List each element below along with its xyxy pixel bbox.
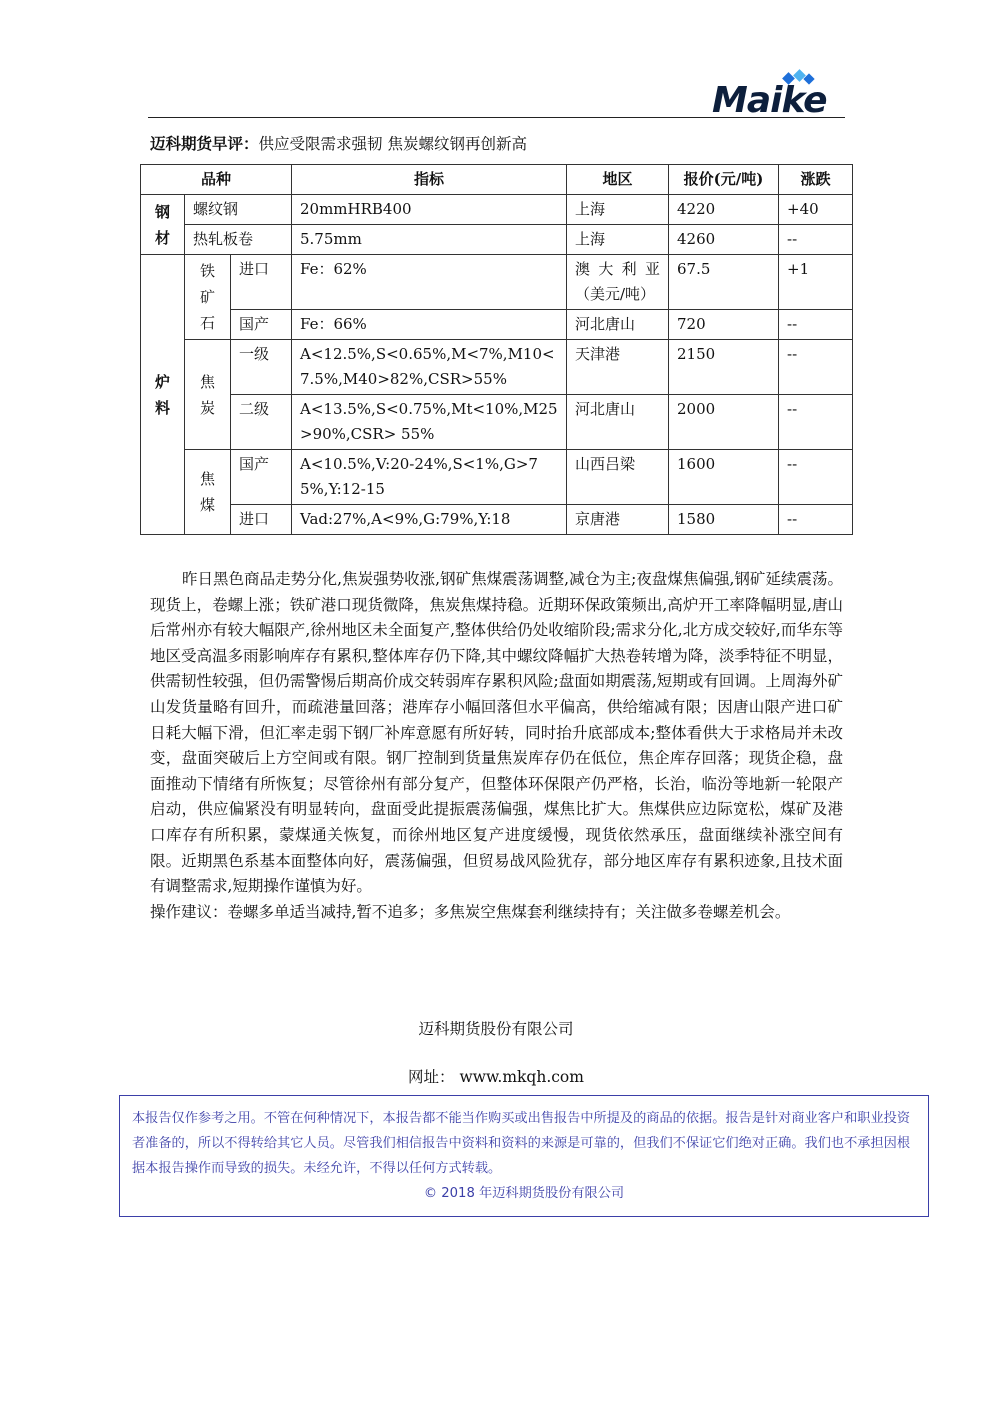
row-region: 河北唐山 xyxy=(567,395,669,450)
row-name: 热轧板卷 xyxy=(185,225,292,255)
row-sub: 进口 xyxy=(231,505,292,535)
table-row xyxy=(141,340,853,395)
row-name: 螺纹钢 xyxy=(185,195,292,225)
copyright: © 2018 年迈科期货股份有限公司 xyxy=(423,1186,625,1201)
commentary xyxy=(150,567,843,925)
row-spec: Fe：62% xyxy=(292,255,567,310)
website: 网址： www.mkqh.com xyxy=(408,1068,584,1086)
commentary-paragraph: 昨日黑色商品走势分化,焦炭强势收涨,钢矿焦煤震荡调整,减仓为主;夜盘煤焦偏强,钢矿延续震荡。现货上，卷螺上涨；铁矿港口现货微降，焦炭焦煤持稳。近期环保政策频出,高炉开工率降幅明显,唐山后常州亦有较大幅限产,徐州地区未全面复产,整体供给仍处收缩阶段;需求分化,北方成交较好,而华东等地区受高温多雨影响库存有累积,整体库存仍下降,其中螺纹降幅扩大热卷转增为降，淡季特征不明显，供需韧性较强，但仍需警惕后期高价成交转弱库存累积风险;盘面如期震荡,短期或有回调。上周海外矿山发货量略有回升，而疏港量回落；港库存小幅回落但水平偏高，供给缩减有限；因唐山限产进口矿日耗大幅下滑，但汇率走弱下钢厂补库意愿有所好转，同时抬升底部成本;整体看供大于求格局并未改变，盘面突破后上方空间或有限。钢厂控制到货量焦炭库存仍在低位，焦企库存回落；现货企稳，盘面推动下情绪有所恢复；尽管徐州有部分复产，但整体环保限产仍严格，长治，临汾等地新一轮限产启动，供应偏紧没有明显转向，盘面受此提振震荡偏强，煤焦比扩大。焦煤供应边际宽松，煤矿及港口库存有所积累，蒙煤通关恢复，而徐州地区复产进度缓慢，现货依然承压，盘面继续补涨空间有限。近期黑色系基本面整体向好，震荡偏强，但贸易战风险犹存，部分地区库存有累积迹象,且技术面有调整需求,短期操作谨慎为好。 xyxy=(150,570,843,896)
table-row xyxy=(141,225,853,255)
row-region: 河北唐山 xyxy=(567,310,669,340)
row-change: -- xyxy=(779,505,853,535)
row-price: 4260 xyxy=(669,225,779,255)
row-region: 山西吕梁 xyxy=(567,450,669,505)
company-name: 迈科期货股份有限公司 xyxy=(418,1020,574,1038)
header-variety: 品种 xyxy=(141,165,292,195)
table-header-row xyxy=(141,165,853,195)
row-spec: A<12.5%,S<0.65%,M<7%,M10<7.5%,M40>82%,CSR>55% xyxy=(292,340,567,395)
category-furnace: 炉料 xyxy=(141,255,185,535)
row-region: 上海 xyxy=(567,195,669,225)
report-title-bold: 迈科期货早评： xyxy=(150,134,259,153)
table-row xyxy=(141,505,853,535)
row-change: -- xyxy=(779,340,853,395)
row-change: +1 xyxy=(779,255,853,310)
disclaimer-box xyxy=(119,1095,929,1217)
row-price: 2000 xyxy=(669,395,779,450)
row-region: 澳大利亚（美元/吨） xyxy=(567,255,669,310)
row-region: 上海 xyxy=(567,225,669,255)
row-sub: 国产 xyxy=(231,450,292,505)
row-sub: 二级 xyxy=(231,395,292,450)
logo-text: Maike xyxy=(712,80,827,121)
header-region: 地区 xyxy=(567,165,669,195)
category-steel: 钢材 xyxy=(141,195,185,255)
price-table xyxy=(140,164,853,535)
row-price: 4220 xyxy=(669,195,779,225)
table-row xyxy=(141,395,853,450)
table-row xyxy=(141,255,853,310)
disclaimer-text: 本报告仅作参考之用。不管在何种情况下，本报告都不能当作购买或出售报告中所提及的商品的依据。报告是针对商业客户和职业投资者准备的，所以不得转给其它人员。尽管我们相信报告中资料和资料的来源是可靠的，但我们不保证它们绝对正确。我们也不承担因根据本报告操作而导致的损失。未经允许，不得以任何方式转载。 xyxy=(132,1111,911,1176)
table-row xyxy=(141,450,853,505)
row-spec: 5.75mm xyxy=(292,225,567,255)
row-change: -- xyxy=(779,310,853,340)
row-spec: A<10.5%,V:20-24%,S<1%,G>75%,Y:12-15 xyxy=(292,450,567,505)
row-spec: A<13.5%,S<0.75%,Mt<10%,M25>90%,CSR> 55% xyxy=(292,395,567,450)
group-coking-coal: 焦煤 xyxy=(185,450,231,535)
row-change: -- xyxy=(779,395,853,450)
row-sub: 国产 xyxy=(231,310,292,340)
row-sub: 一级 xyxy=(231,340,292,395)
table-row xyxy=(141,195,853,225)
report-title xyxy=(150,132,527,154)
row-price: 1600 xyxy=(669,450,779,505)
trading-advice: 操作建议：卷螺多单适当减持,暂不追多；多焦炭空焦煤套利继续持有；关注做多卷螺差机会。 xyxy=(150,902,791,921)
header-change: 涨跌 xyxy=(779,165,853,195)
group-iron-ore: 铁矿石 xyxy=(185,255,231,340)
row-sub: 进口 xyxy=(231,255,292,310)
table-row xyxy=(141,310,853,340)
row-price: 1580 xyxy=(669,505,779,535)
row-price: 720 xyxy=(669,310,779,340)
row-price: 67.5 xyxy=(669,255,779,310)
row-spec: Fe：66% xyxy=(292,310,567,340)
maike-logo xyxy=(712,68,848,121)
row-change: -- xyxy=(779,450,853,505)
header-price: 报价(元/吨) xyxy=(669,165,779,195)
row-region: 天津港 xyxy=(567,340,669,395)
row-region: 京唐港 xyxy=(567,505,669,535)
row-change: -- xyxy=(779,225,853,255)
header-indicator: 指标 xyxy=(292,165,567,195)
row-spec: Vad:27%,A<9%,G:79%,Y:18 xyxy=(292,505,567,535)
report-title-rest: 供应受限需求强韧 焦炭螺纹钢再创新高 xyxy=(258,135,527,153)
row-change: +40 xyxy=(779,195,853,225)
row-spec: 20mmHRB400 xyxy=(292,195,567,225)
group-coke: 焦炭 xyxy=(185,340,231,450)
row-price: 2150 xyxy=(669,340,779,395)
header-rule xyxy=(148,117,845,118)
